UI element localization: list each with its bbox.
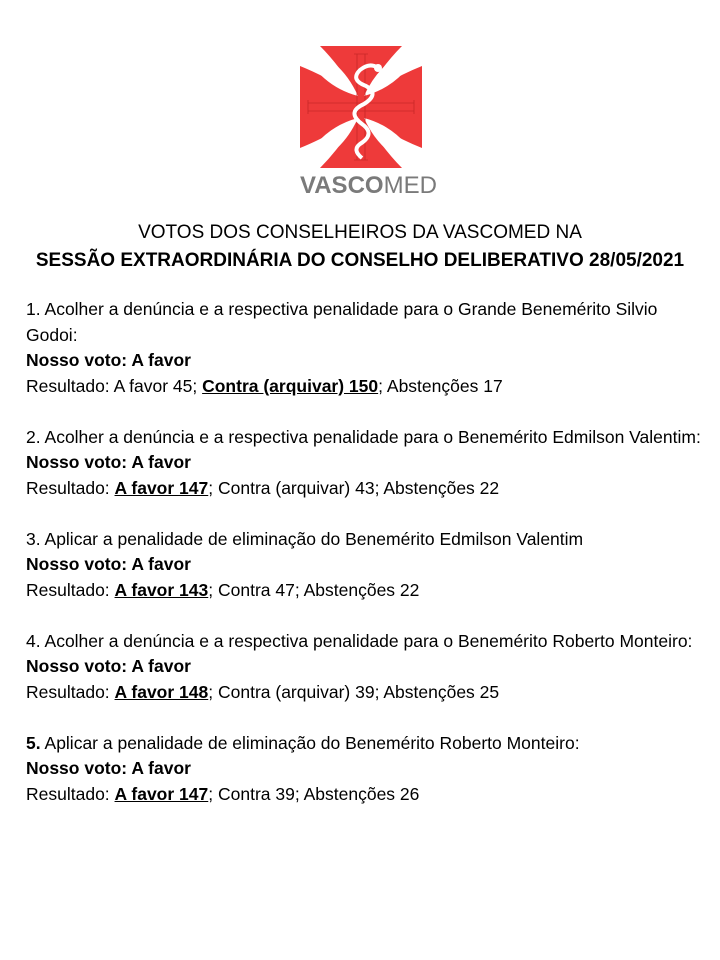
our-vote: Nosso voto: A favor: [26, 554, 191, 574]
vote-item-5: [26, 731, 706, 808]
result-label: Resultado:: [26, 783, 115, 804]
sep: ;: [208, 477, 218, 498]
item-number: 5.: [26, 732, 41, 753]
result-abstencoes: Abstenções 17: [386, 375, 503, 396]
sep: ;: [208, 783, 218, 804]
sep: ;: [208, 681, 218, 702]
vascomed-logo-icon: [300, 46, 422, 168]
item-number: 1.: [26, 299, 41, 319]
result-contra: Contra (arquivar) 39: [217, 681, 375, 702]
our-vote: Nosso voto: A favor: [26, 452, 191, 472]
our-vote: Nosso voto: A favor: [26, 758, 191, 778]
brand-light: MED: [383, 172, 437, 199]
sep: ;: [294, 579, 304, 600]
result-favor: A favor 45: [113, 375, 193, 396]
sep: ;: [208, 579, 218, 600]
our-vote: Nosso voto: A favor: [26, 656, 191, 676]
item-text: Acolher a denúncia e a respectiva penalidade para o Benemérito Edmilson Valentim:: [44, 426, 701, 447]
result-favor: A favor 147: [114, 783, 209, 804]
result-line: [26, 578, 706, 604]
brand-wordmark: [300, 172, 437, 200]
result-line: [26, 782, 706, 808]
result-contra: Contra (arquivar) 43: [217, 477, 375, 498]
result-line: [26, 476, 706, 502]
item-text: Acolher a denúncia e a respectiva penalidade para o Benemérito Roberto Monteiro:: [44, 630, 693, 651]
result-contra: Contra 39: [217, 783, 295, 804]
sep: ;: [378, 375, 387, 396]
result-label: Resultado:: [26, 579, 115, 600]
result-abstencoes: Abstenções 22: [303, 579, 420, 600]
item-text: Acolher a denúncia e a respectiva penalidade para o Grande Benemérito Silvio Godoi:: [26, 299, 658, 345]
result-label: Resultado:: [26, 375, 114, 396]
sep: ;: [374, 681, 384, 702]
result-line: [26, 374, 706, 400]
result-label: Resultado:: [26, 681, 115, 702]
result-line: [26, 680, 706, 706]
vote-item-4: [26, 629, 706, 706]
item-number: 2.: [26, 426, 41, 447]
result-label: Resultado:: [26, 477, 115, 498]
our-vote: Nosso voto: A favor: [26, 350, 191, 370]
vote-item-2: [26, 425, 706, 502]
brand-bold: VASCO: [300, 172, 384, 199]
title-line-2: SESSÃO EXTRAORDINÁRIA DO CONSELHO DELIBERATIVO 28/05/2021: [35, 250, 685, 271]
vote-item-3: [26, 527, 706, 604]
result-favor: A favor 143: [114, 579, 209, 600]
item-text: Aplicar a penalidade de eliminação do Benemérito Edmilson Valentim: [44, 528, 584, 549]
item-number: 3.: [26, 528, 41, 549]
result-abstencoes: Abstenções 25: [383, 681, 500, 702]
item-text: Aplicar a penalidade de eliminação do Benemérito Roberto Monteiro:: [44, 732, 580, 753]
vote-item-1: [26, 297, 706, 399]
result-contra: Contra 47: [217, 579, 295, 600]
sep: ;: [192, 375, 203, 396]
result-abstencoes: Abstenções 22: [383, 477, 500, 498]
votes-list: [26, 297, 706, 833]
title-line-1: VOTOS DOS CONSELHEIROS DA VASCOMED NA: [138, 222, 582, 243]
result-abstencoes: Abstenções 26: [303, 783, 420, 804]
result-favor: A favor 147: [114, 477, 209, 498]
sep: ;: [294, 783, 304, 804]
sep: ;: [374, 477, 384, 498]
result-contra: Contra (arquivar) 150: [202, 375, 379, 396]
item-number: 4.: [26, 630, 41, 651]
result-favor: A favor 148: [114, 681, 209, 702]
